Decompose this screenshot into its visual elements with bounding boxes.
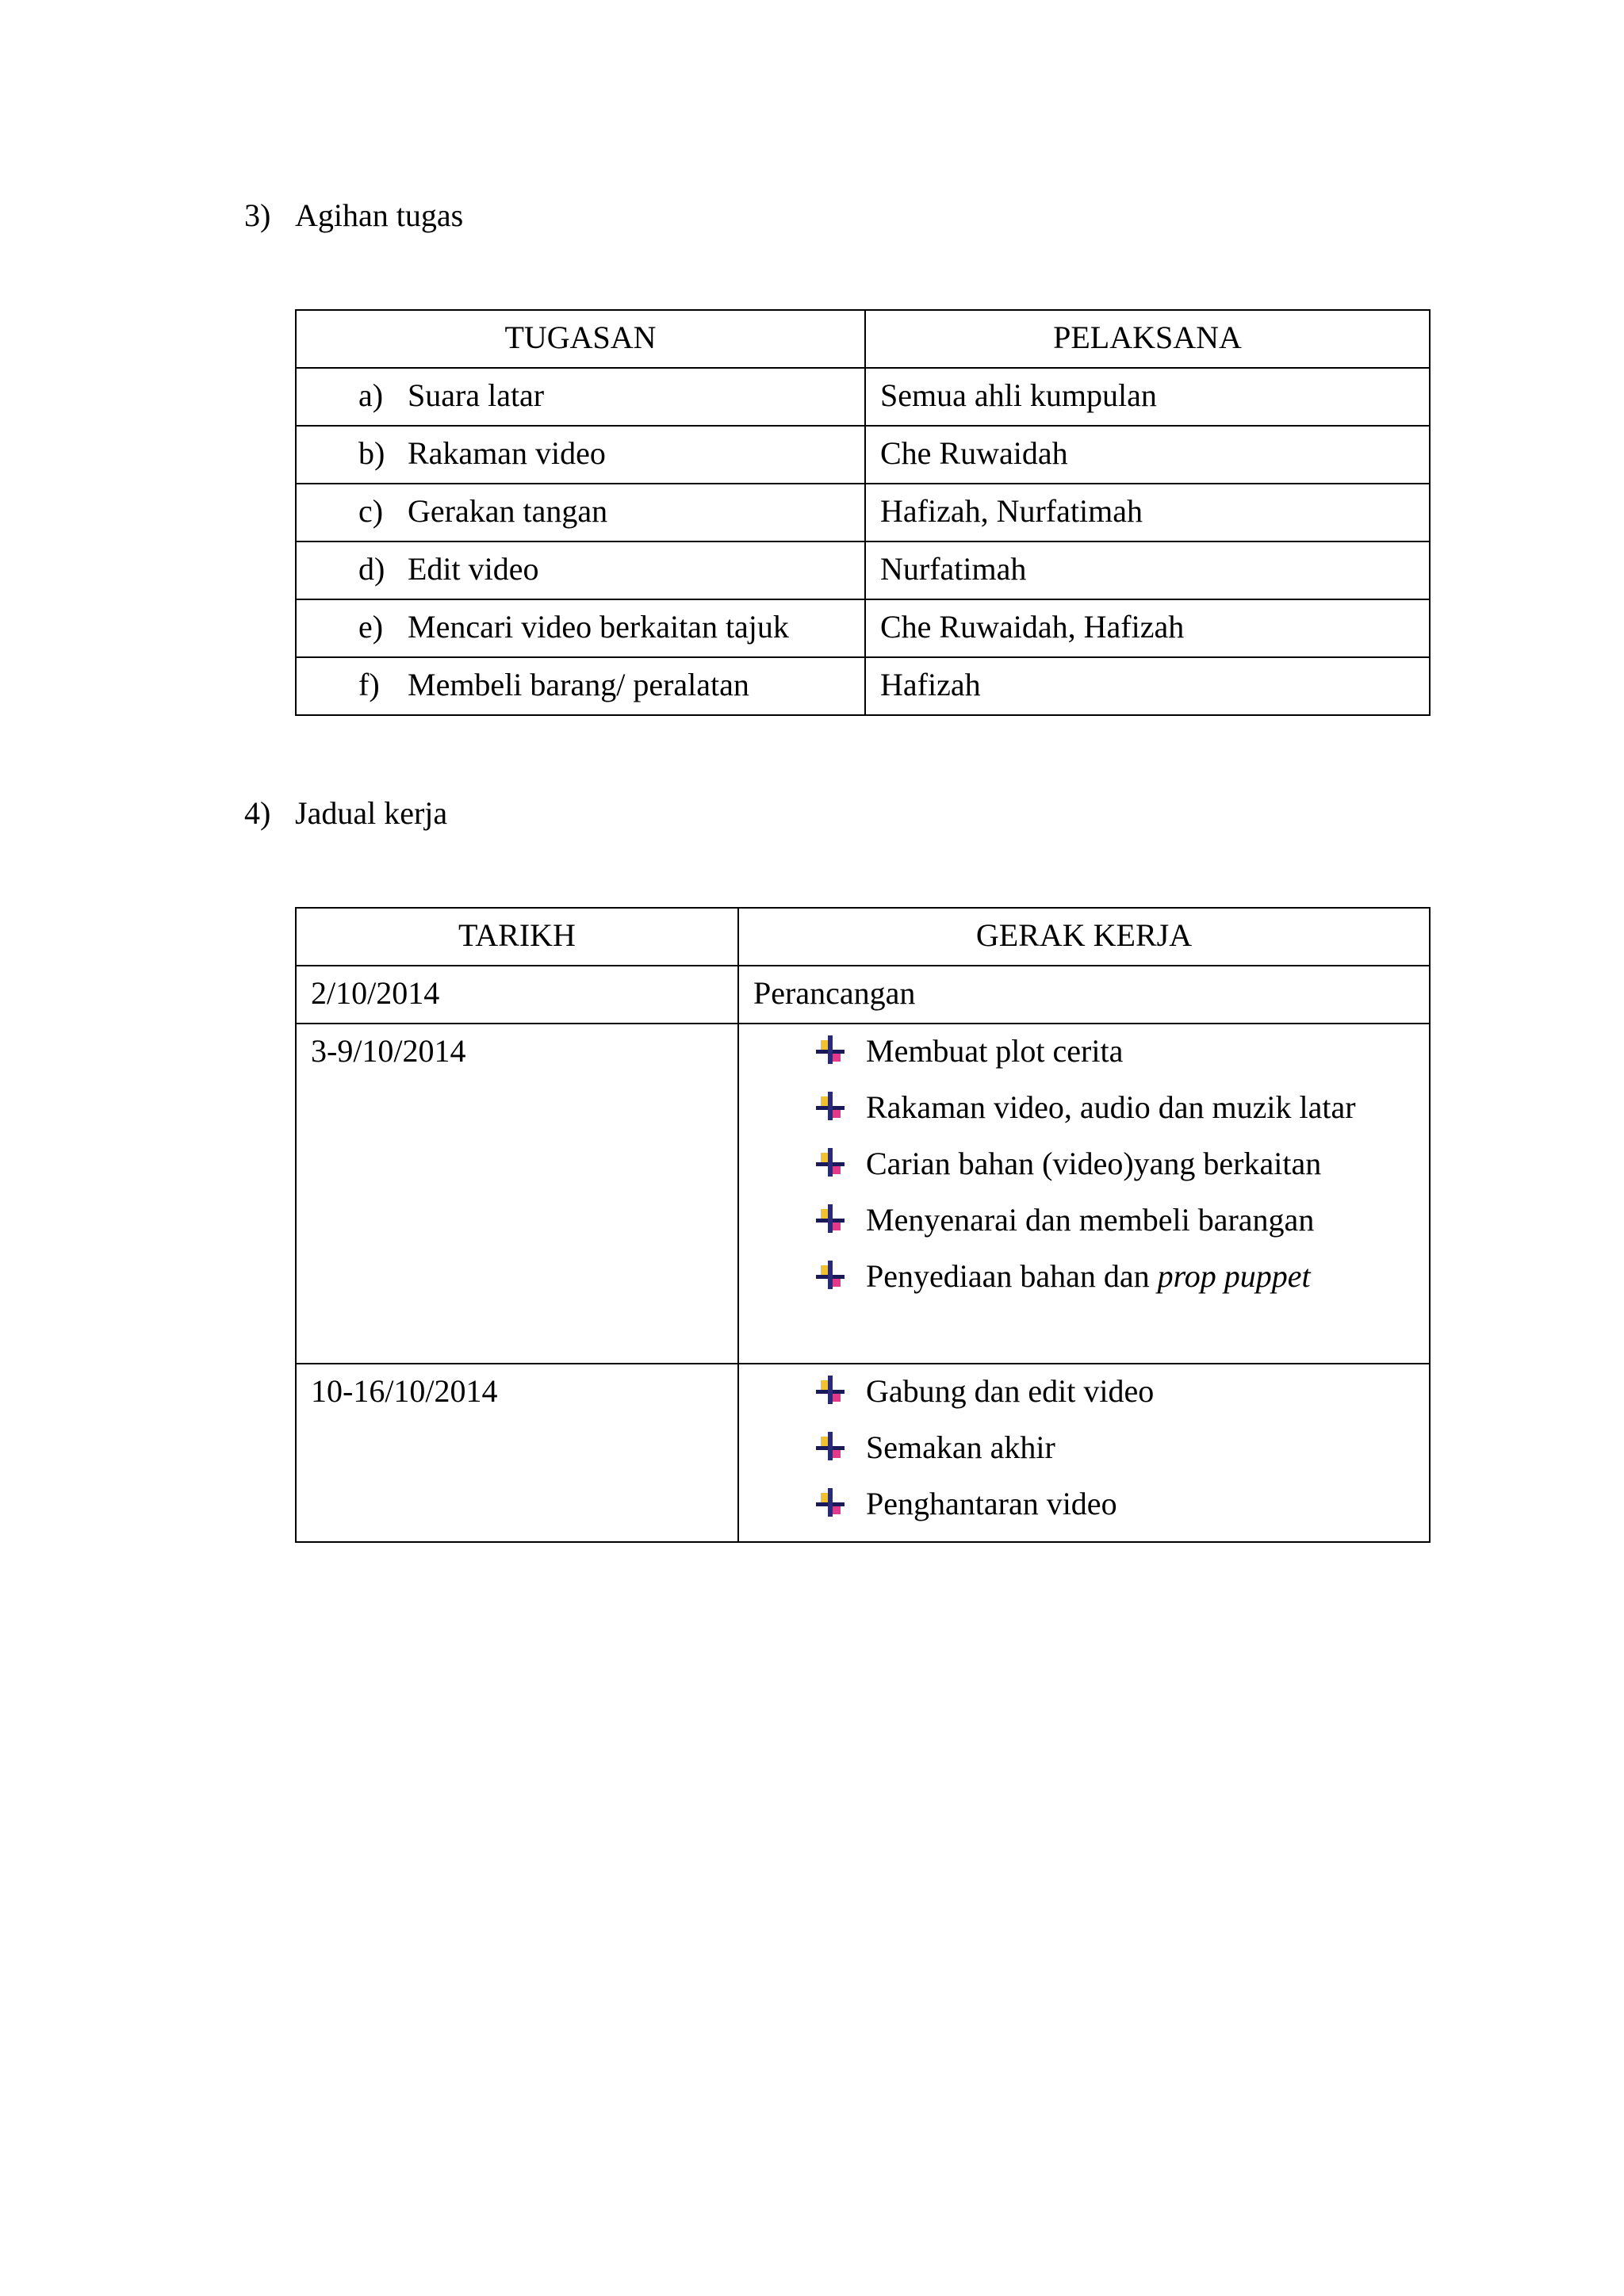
schedule-header-row — [296, 908, 1430, 966]
work-item-prefix: Penyediaan bahan dan — [866, 1258, 1158, 1294]
table-row — [296, 657, 1430, 715]
row-marker: b) — [358, 435, 385, 471]
plus-cross-bullet-icon — [814, 1430, 847, 1462]
work-item-text — [866, 1257, 1311, 1295]
assignment-header-row — [296, 310, 1430, 368]
executor-cell: Nurfatimah — [865, 541, 1430, 599]
table-row — [296, 426, 1430, 484]
table-row — [296, 1024, 1430, 1364]
plus-cross-bullet-icon — [814, 1034, 847, 1066]
table-row — [296, 1364, 1430, 1542]
table-row — [296, 966, 1430, 1024]
row-marker: d) — [358, 551, 385, 587]
section-4-number: 4) — [244, 795, 271, 831]
row-marker: f) — [358, 667, 380, 702]
executor-cell: Hafizah — [865, 657, 1430, 715]
work-item-text: Penghantaran video — [866, 1486, 1117, 1521]
list-item — [814, 1429, 1415, 1485]
work-item-text: Rakaman video, audio dan muzik latar — [866, 1089, 1356, 1125]
date-cell: 3-9/10/2014 — [296, 1024, 738, 1364]
section-4-heading — [244, 794, 447, 832]
table-row — [296, 541, 1430, 599]
list-item — [814, 1201, 1415, 1257]
table-row — [296, 368, 1430, 426]
header-tugasan: TUGASAN — [296, 310, 865, 368]
section-3-number: 3) — [244, 197, 271, 233]
list-item — [814, 1089, 1415, 1145]
row-marker: e) — [358, 609, 384, 645]
executor-cell: Che Ruwaidah, Hafizah — [865, 599, 1430, 657]
work-item-text: Carian bahan (video)yang berkaitan — [866, 1146, 1322, 1181]
list-item — [814, 1372, 1415, 1429]
plus-cross-bullet-icon — [814, 1090, 847, 1122]
work-item-text: Gabung dan edit video — [866, 1373, 1155, 1409]
plus-cross-bullet-icon — [814, 1374, 847, 1406]
table-row — [296, 599, 1430, 657]
row-marker: a) — [358, 377, 384, 413]
table-row — [296, 484, 1430, 541]
assignment-table — [295, 309, 1431, 716]
section-4-title: Jadual kerja — [295, 795, 448, 831]
work-item-text: Semakan akhir — [866, 1429, 1055, 1465]
date-cell: 10-16/10/2014 — [296, 1364, 738, 1542]
list-item — [814, 1257, 1415, 1314]
work-cell — [738, 1024, 1430, 1364]
header-tarikh: TARIKH — [296, 908, 738, 966]
row-marker: c) — [358, 493, 384, 529]
plus-cross-bullet-icon — [814, 1487, 847, 1518]
work-item-italic: prop puppet — [1157, 1258, 1311, 1294]
work-cell — [738, 1364, 1430, 1542]
schedule-table — [295, 907, 1431, 1543]
executor-cell: Semua ahli kumpulan — [865, 368, 1430, 426]
work-list — [753, 1032, 1415, 1314]
task-cell: Rakaman video — [408, 435, 606, 471]
work-list — [753, 1372, 1415, 1541]
task-cell: Edit video — [408, 551, 539, 587]
list-item — [814, 1145, 1415, 1201]
work-item-text: Menyenarai dan membeli barangan — [866, 1202, 1315, 1238]
header-gerak-kerja: GERAK KERJA — [738, 908, 1430, 966]
work-cell: Perancangan — [738, 966, 1430, 1024]
plus-cross-bullet-icon — [814, 1146, 847, 1178]
work-item-text: Membuat plot cerita — [866, 1033, 1124, 1069]
task-cell: Mencari video berkaitan tajuk — [408, 609, 789, 645]
task-cell: Suara latar — [408, 377, 545, 413]
task-cell: Membeli barang/ peralatan — [408, 667, 749, 702]
plus-cross-bullet-icon — [814, 1259, 847, 1291]
date-cell: 2/10/2014 — [296, 966, 738, 1024]
list-item — [814, 1032, 1415, 1089]
header-pelaksana: PELAKSANA — [865, 310, 1430, 368]
list-item — [814, 1485, 1415, 1541]
section-3-title: Agihan tugas — [295, 197, 464, 233]
task-cell: Gerakan tangan — [408, 493, 608, 529]
executor-cell: Hafizah, Nurfatimah — [865, 484, 1430, 541]
executor-cell: Che Ruwaidah — [865, 426, 1430, 484]
section-3-heading — [244, 197, 463, 235]
plus-cross-bullet-icon — [814, 1203, 847, 1234]
